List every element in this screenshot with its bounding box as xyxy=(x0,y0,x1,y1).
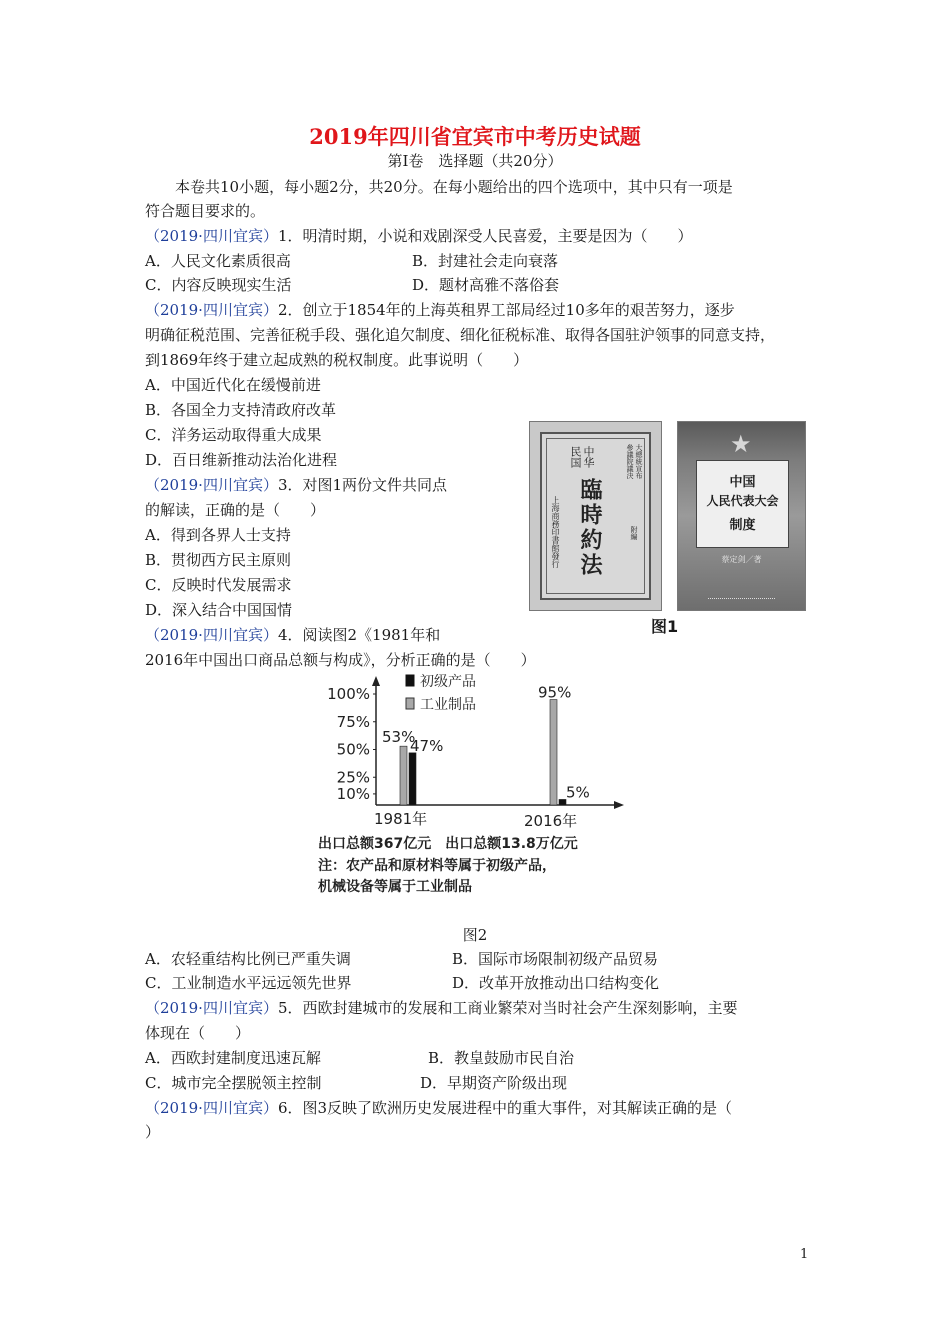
question-4 xyxy=(145,624,440,646)
q1-option-b: B．封建社会走向衰落 xyxy=(412,252,559,270)
chart-note-line-1: 注：农产品和原材料等属于初级产品， xyxy=(318,858,556,874)
y-axis-arrow xyxy=(372,676,380,686)
q5-option-a: A．西欧封建制度迅速瓦解 xyxy=(145,1049,321,1067)
y-tick-label: 10% xyxy=(336,784,370,803)
legend-label-industrial: 工业制品 xyxy=(420,697,476,713)
figure1-book-npc-system xyxy=(677,421,806,611)
q4-text-line-2: 2016年中国出口商品总额与构成》，分析正确的是（ ） xyxy=(145,651,536,669)
q2-text-line-2: 明确征税范围、完善征税手段、强化追欠制度、细化征税标准、取得各国驻沪领事的同意支持， xyxy=(145,326,776,344)
chart-note-line-2: 机械设备等属于工业制品 xyxy=(318,879,472,895)
bar-industrial-1 xyxy=(550,700,557,805)
q4-option-d: D．改革开放推动出口结构变化 xyxy=(452,974,660,992)
q2-option-c: C．洋务运动取得重大成果 xyxy=(145,426,322,444)
question-text: 5．西欧封建城市的发展和工商业繁荣对当时社会产生深刻影响，主要 xyxy=(277,999,738,1017)
x-axis-arrow xyxy=(614,801,624,809)
legend-swatch-industrial xyxy=(406,698,414,709)
book-title-line-3: 制度 xyxy=(729,518,756,533)
y-tick-label: 50% xyxy=(336,740,370,759)
question-source: （2019·四川宜宾） xyxy=(145,626,278,644)
q2-text-line-3: 到1869年终于建立起成熟的税权制度。此事说明（ ） xyxy=(145,351,529,369)
question-text: 3．对图1两份文件共同点 xyxy=(277,476,448,494)
q3-option-c: C．反映时代发展需求 xyxy=(145,576,292,594)
bar-primary-0 xyxy=(409,753,416,805)
instructions-line-1: 本卷共10小题，每小题2分，共20分。在每小题给出的四个选项中，其中只有一项是 xyxy=(175,178,733,196)
q1-option-c: C．内容反映现实生活 xyxy=(145,276,292,294)
x-tick-label-2016: 2016年 xyxy=(524,812,578,830)
q2-option-d: D．百日维新推动法治化进程 xyxy=(145,451,338,469)
q6-text-line-2: ） xyxy=(145,1123,161,1141)
bar-industrial-0 xyxy=(400,746,407,805)
data-label-1981-industrial: 53% xyxy=(382,728,416,747)
question-1 xyxy=(145,225,693,247)
question-text: 2．创立于1854年的上海英租界工部局经过10多年的艰苦努力，逐步 xyxy=(277,301,735,319)
instructions-line-2: 符合题目要求的。 xyxy=(145,202,266,220)
question-source: （2019·四川宜宾） xyxy=(145,999,278,1017)
question-source: （2019·四川宜宾） xyxy=(145,1099,278,1117)
q4-option-b: B．国际市场限制初级产品贸易 xyxy=(452,950,659,968)
question-2 xyxy=(145,299,735,321)
x-tick-label-1981: 1981年 xyxy=(374,810,428,828)
q3-option-d: D．深入结合中国国情 xyxy=(145,601,293,619)
question-5 xyxy=(145,997,738,1019)
question-text: 1．明清时期，小说和戏剧深受人民喜爱，主要是因为（ ） xyxy=(277,227,693,245)
data-label-2016-industrial: 95% xyxy=(538,683,572,702)
chart-totals: 出口总额367亿元 出口总额13.8万亿元 xyxy=(318,836,578,852)
question-source: （2019·四川宜宾） xyxy=(145,301,278,319)
question-6 xyxy=(145,1097,732,1119)
page-title: 2019年四川省宜宾市中考历史试题 xyxy=(309,124,641,149)
page-number: 1 xyxy=(800,1247,809,1262)
q5-option-b: B．教皇鼓励市民自治 xyxy=(428,1049,575,1067)
q3-text-line-2: 的解读，正确的是（ ） xyxy=(145,501,326,519)
book-title-card xyxy=(696,460,789,548)
q1-option-a: A．人民文化素质很高 xyxy=(145,252,291,270)
figure2-chart-box xyxy=(318,672,636,902)
question-text: 4．阅读图2《1981年和 xyxy=(277,626,441,644)
q5-option-c: C．城市完全摆脱领主控制 xyxy=(145,1074,322,1092)
y-tick-label: 25% xyxy=(336,768,370,787)
section-subtitle: 第Ⅰ卷 选择题（共20分） xyxy=(387,152,563,170)
bar-primary-1 xyxy=(559,799,566,805)
book-publisher: 上海商務印書館發行 xyxy=(551,496,560,568)
data-label-1981-primary: 47% xyxy=(410,736,444,755)
q2-option-b: B．各国全力支持清政府改革 xyxy=(145,401,337,419)
star-icon: ★ xyxy=(730,430,752,458)
question-3 xyxy=(145,474,447,496)
legend-swatch-primary xyxy=(406,675,414,686)
figure1-caption: 图1 xyxy=(651,617,679,636)
question-source: （2019·四川宜宾） xyxy=(145,476,278,494)
question-source: （2019·四川宜宾） xyxy=(145,227,278,245)
q2-option-a: A．中国近代化在缓慢前进 xyxy=(145,376,321,394)
book-author: 蔡定剑／著 xyxy=(721,555,762,564)
question-text: 6．图3反映了欧洲历史发展进程中的重大事件，对其解读正确的是（ xyxy=(277,1099,733,1117)
book-title-line-1: 中国 xyxy=(729,475,756,490)
book-side-label: 大總統宣布 參議院議決 xyxy=(626,444,643,479)
q5-text-line-2: 体现在（ ） xyxy=(145,1024,251,1042)
q4-option-c: C．工业制造水平远远领先世界 xyxy=(145,974,352,992)
y-tick-label: 100% xyxy=(327,685,370,703)
q3-option-b: B．贯彻西方民主原则 xyxy=(145,551,292,569)
export-composition-chart xyxy=(318,672,636,902)
q1-option-d: D．题材高雅不落俗套 xyxy=(412,276,560,294)
y-tick-label: 75% xyxy=(336,712,370,731)
figure2-caption: 图2 xyxy=(462,926,488,944)
book-main-title: 臨時約法 xyxy=(577,478,602,578)
q5-option-d: D．早期资产阶级出现 xyxy=(420,1074,568,1092)
book-bottom-rule xyxy=(708,598,775,599)
q4-option-a: A．农轻重结构比例已严重失调 xyxy=(145,950,351,968)
q3-option-a: A．得到各界人士支持 xyxy=(145,526,291,544)
figure1-book-provisional-constitution xyxy=(529,421,662,611)
book-side-label-2: 附編 xyxy=(630,526,638,540)
book-cover-frame xyxy=(540,432,651,600)
book-top-label: 中华 民国 xyxy=(569,446,595,468)
book-title-line-2: 人民代表大会 xyxy=(706,494,779,508)
legend-label-primary: 初级产品 xyxy=(420,674,476,690)
data-label-2016-primary: 5% xyxy=(566,783,590,802)
